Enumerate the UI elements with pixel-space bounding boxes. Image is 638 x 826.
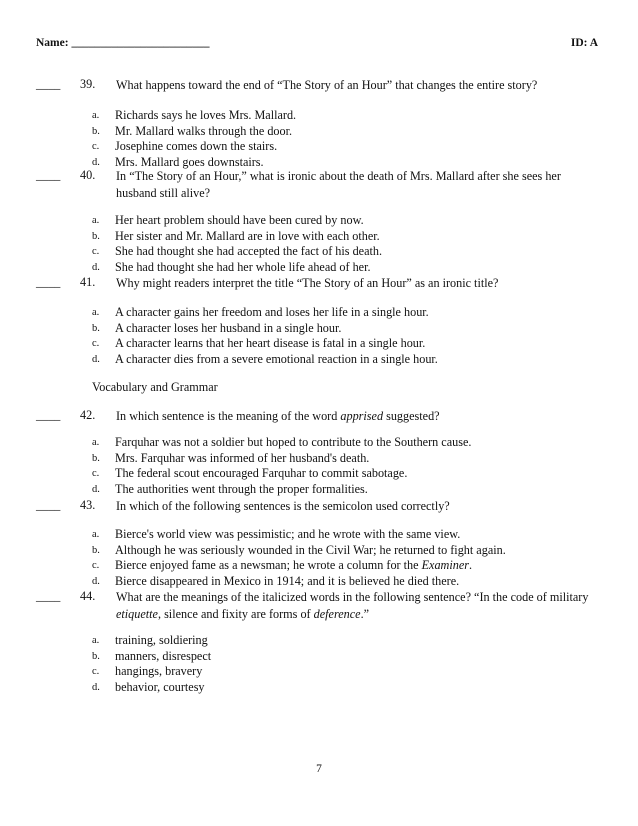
page-header: [36, 37, 598, 53]
question-stem: In which of the following sentences is the semicolon used correctly?: [116, 499, 450, 513]
option-a: [92, 213, 592, 229]
option-b: [92, 451, 592, 467]
option-text: The federal scout encouraged Farquhar to commit sabotage.: [115, 466, 408, 481]
option-d: [92, 680, 592, 696]
option-text: Josephine comes down the stairs.: [115, 139, 278, 154]
page-number: 7: [316, 763, 322, 775]
option-letter: b.: [92, 452, 100, 464]
option-text: She had thought she had her whole life ahead of her.: [115, 259, 371, 274]
option-text: Mrs. Mallard goes downstairs.: [115, 154, 264, 169]
option-text: A character learns that her heart disease is fatal in a single hour.: [115, 336, 426, 351]
option-text: Bierce enjoyed fame as a newsman; he wrote a column for the Examiner.: [115, 558, 473, 573]
question-stem: In “The Story of an Hour,” what is ironic about the death of Mrs. Mallard after she sees her husband still alive?: [116, 169, 561, 200]
option-text: Richards says he loves Mrs. Mallard.: [115, 108, 297, 122]
option-a: [92, 435, 592, 451]
answer-blank[interactable]: ____: [36, 275, 61, 289]
question-number: 39.: [80, 77, 96, 91]
option-letter: d.: [92, 681, 100, 693]
option-b: [92, 124, 592, 140]
option-b: [92, 543, 592, 559]
question-stem: Why might readers interpret the title “The Story of an Hour” as an ironic title?: [116, 276, 499, 290]
option-c: [92, 139, 592, 155]
option-c: [92, 244, 592, 260]
option-text: A character gains her freedom and loses her life in a single hour.: [115, 305, 429, 319]
option-a: [92, 633, 592, 649]
options-42: [92, 435, 592, 497]
option-text: hangings, bravery: [115, 664, 203, 679]
options-39: [92, 108, 592, 170]
option-d: [92, 574, 592, 590]
option-letter: b.: [92, 650, 100, 662]
option-text: Her heart problem should have been cured by now.: [115, 213, 364, 227]
option-d: [92, 352, 592, 368]
option-b: [92, 229, 592, 245]
option-letter: c.: [92, 338, 100, 350]
option-b: [92, 321, 592, 337]
question-stem: In which sentence is the meaning of the word apprised suggested?: [116, 409, 440, 423]
option-letter: b.: [92, 125, 100, 137]
question-stem: What happens toward the end of “The Story of an Hour” that changes the entire story?: [116, 78, 538, 92]
question-number: 40.: [80, 168, 96, 182]
option-letter: a.: [92, 437, 100, 448]
option-text: The authorities went through the proper formalities.: [115, 481, 368, 496]
answer-blank[interactable]: ____: [36, 498, 61, 512]
option-letter: d.: [92, 156, 100, 168]
option-text: Mrs. Farquhar was informed of her husband's death.: [115, 450, 370, 465]
option-letter: a.: [92, 307, 100, 318]
option-a: [92, 527, 592, 543]
option-letter: a.: [92, 529, 100, 540]
option-c: [92, 466, 592, 482]
question-stem: What are the meanings of the italicized words in the following sentence? “In the code of military etiquette, silence and fixity are forms of deference.”: [116, 590, 589, 621]
italic-word: Examiner: [421, 558, 469, 573]
option-letter: c.: [92, 141, 100, 153]
options-41: [92, 305, 592, 367]
option-letter: d.: [92, 483, 100, 495]
option-text: A character dies from a severe emotional reaction in a single hour.: [115, 351, 438, 366]
options-43: [92, 527, 592, 589]
option-text: A character loses her husband in a single hour.: [115, 320, 342, 335]
answer-blank[interactable]: ____: [36, 77, 61, 91]
question-number: 42.: [80, 408, 96, 422]
section-heading: Vocabulary and Grammar: [92, 380, 218, 394]
answer-blank[interactable]: ____: [36, 168, 61, 182]
option-letter: c.: [92, 246, 100, 258]
option-letter: b.: [92, 322, 100, 334]
id-label: ID: A: [570, 37, 598, 49]
name-label: Name: ________________________: [36, 37, 210, 49]
option-letter: d.: [92, 261, 100, 273]
option-text: Her sister and Mr. Mallard are in love with each other.: [115, 228, 380, 243]
option-text: Mr. Mallard walks through the door.: [115, 123, 293, 138]
answer-blank[interactable]: ____: [36, 589, 61, 603]
option-letter: a.: [92, 635, 100, 646]
italic-word: deference: [313, 607, 361, 621]
option-c: [92, 558, 592, 574]
option-text: behavior, courtesy: [115, 679, 205, 694]
option-letter: c.: [92, 468, 100, 480]
italic-word: apprised: [340, 409, 384, 423]
option-d: [92, 482, 592, 498]
question-number: 43.: [80, 498, 96, 512]
option-letter: b.: [92, 230, 100, 242]
option-text: Bierce's world view was pessimistic; and he wrote with the same view.: [115, 527, 461, 541]
option-text: training, soldiering: [115, 633, 208, 647]
options-44: [92, 633, 592, 695]
option-d: [92, 260, 592, 276]
option-a: [92, 108, 592, 124]
option-b: [92, 649, 592, 665]
question-number: 44.: [80, 589, 96, 603]
option-text: manners, disrespect: [115, 648, 212, 663]
option-text: She had thought she had accepted the fact of his death.: [115, 244, 383, 259]
option-c: [92, 336, 592, 352]
option-c: [92, 664, 592, 680]
option-letter: c.: [92, 666, 100, 678]
option-text: Although he was seriously wounded in the Civil War; he returned to fight again.: [115, 542, 506, 557]
option-letter: d.: [92, 575, 100, 587]
option-letter: b.: [92, 544, 100, 556]
italic-word: etiquette: [116, 607, 158, 621]
option-a: [92, 305, 592, 321]
question-number: 41.: [80, 275, 96, 289]
option-text: Farquhar was not a soldier but hoped to contribute to the Southern cause.: [115, 435, 472, 449]
answer-blank[interactable]: ____: [36, 408, 61, 422]
option-letter: d.: [92, 353, 100, 365]
option-letter: a.: [92, 215, 100, 226]
options-40: [92, 213, 592, 275]
option-text: Bierce disappeared in Mexico in 1914; and it is believed he died there.: [115, 573, 460, 588]
option-letter: a.: [92, 110, 100, 121]
option-letter: c.: [92, 560, 100, 572]
